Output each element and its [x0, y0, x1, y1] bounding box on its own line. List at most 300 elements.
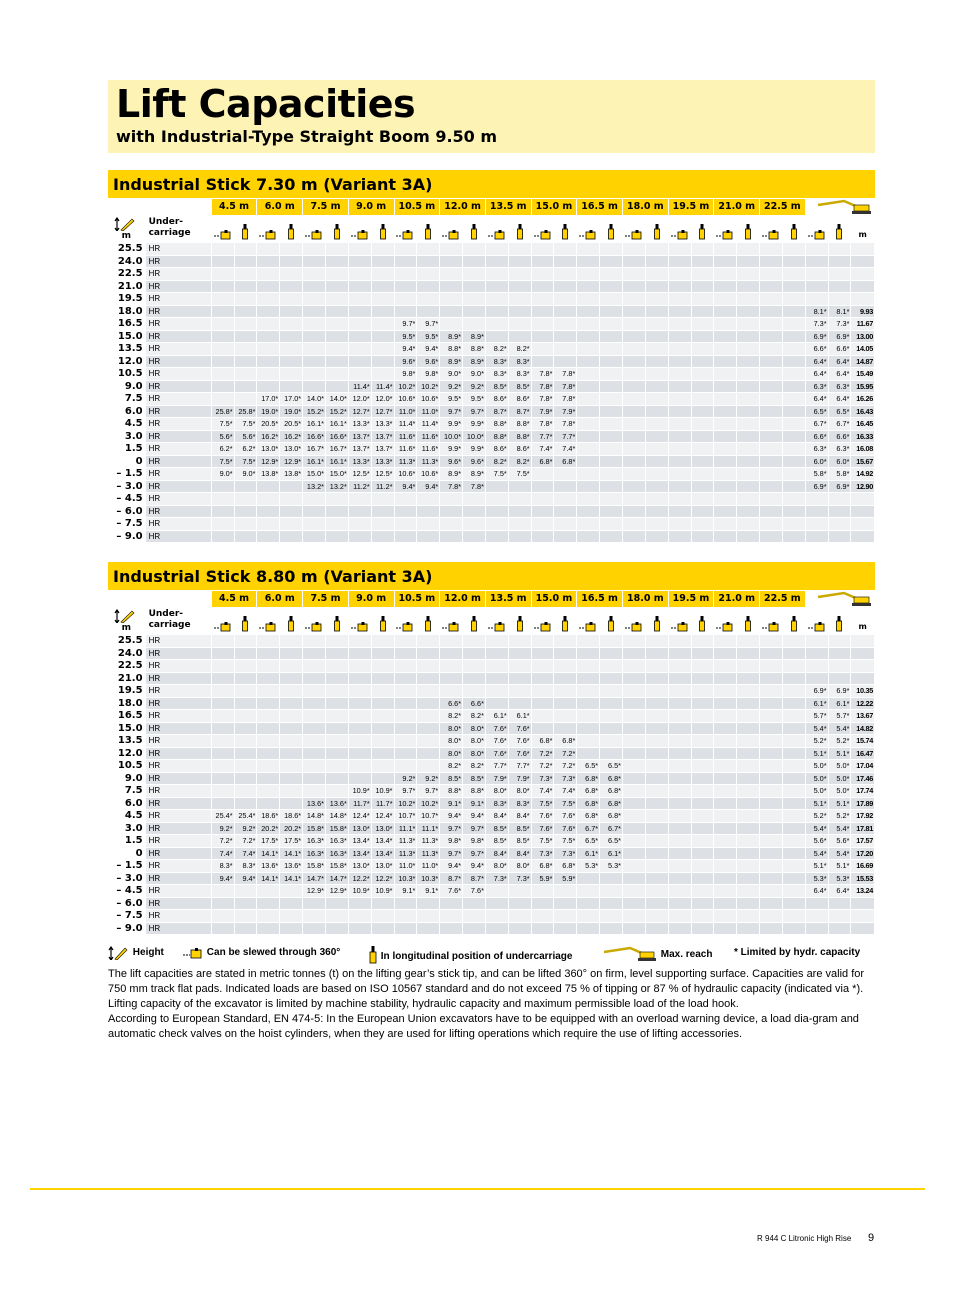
capacity-cell: 8.3* [485, 368, 508, 381]
capacity-cell: 10.0* [463, 430, 486, 443]
capacity-cell: 7.5* [234, 418, 257, 431]
capacity-cell [737, 735, 760, 748]
capacity-cell: 11.0* [394, 860, 417, 873]
capacity-cell: 8.3* [234, 860, 257, 873]
capacity-cell [211, 243, 234, 256]
height-value: 6.0 [108, 797, 145, 810]
longitudinal-icon-cell [280, 608, 303, 635]
capacity-cell [805, 660, 828, 673]
capacity-cell [691, 343, 714, 356]
slew-icon-cell [760, 608, 783, 635]
capacity-cell [211, 393, 234, 406]
capacity-cell: 5.0* [828, 772, 851, 785]
reach-value: 17.57 [851, 835, 875, 848]
capacity-cell: 9.4* [440, 810, 463, 823]
capacity-cell [257, 697, 280, 710]
capacity-cell [554, 468, 577, 481]
capacity-cell: 15.8* [325, 860, 348, 873]
capacity-cell [257, 355, 280, 368]
capacity-cell: 8.2* [508, 343, 531, 356]
capacity-cell [577, 380, 600, 393]
capacity-cell: 13.4* [371, 835, 394, 848]
capacity-cell: 11.0* [417, 405, 440, 418]
capacity-cell [760, 772, 783, 785]
capacity-cell [280, 760, 303, 773]
capacity-cell [691, 305, 714, 318]
capacity-cell [463, 672, 486, 685]
reach-value [851, 647, 875, 660]
legend-limited: * Limited by hydr. capacity [734, 947, 861, 958]
capacity-cell [622, 910, 645, 923]
capacity-cell: 6.7* [577, 822, 600, 835]
undercarriage-value: HR [145, 735, 211, 748]
capacity-cell [508, 493, 531, 506]
height-value: 12.0 [108, 747, 145, 760]
capacity-cell [463, 518, 486, 531]
capacity-cell [417, 530, 440, 543]
capacity-cell [508, 255, 531, 268]
capacity-cell [622, 430, 645, 443]
capacity-cell [485, 672, 508, 685]
table-row [108, 393, 875, 406]
capacity-cell [211, 305, 234, 318]
capacity-cell [211, 897, 234, 910]
table-row [108, 530, 875, 543]
capacity-cell: 6.8* [531, 455, 554, 468]
capacity-cell [691, 468, 714, 481]
reach-value: 16.33 [851, 430, 875, 443]
table-row [108, 418, 875, 431]
capacity-cell [577, 393, 600, 406]
capacity-cell [668, 493, 691, 506]
capacity-cell [668, 897, 691, 910]
capacity-cell [737, 847, 760, 860]
capacity-cell [600, 530, 623, 543]
capacity-cell [714, 243, 737, 256]
height-value: – 9.0 [108, 922, 145, 935]
capacity-cell [234, 518, 257, 531]
capacity-cell [531, 647, 554, 660]
table-row [108, 735, 875, 748]
capacity-cell [668, 847, 691, 860]
header-blank [108, 199, 211, 216]
capacity-cell: 7.3* [554, 772, 577, 785]
section-title-stick-730: Industrial Stick 7.30 m (Variant 3A) [108, 170, 875, 198]
capacity-cell [645, 455, 668, 468]
capacity-cell [691, 722, 714, 735]
capacity-cell [211, 660, 234, 673]
capacity-cell [805, 268, 828, 281]
capacity-cell [394, 493, 417, 506]
capacity-cell [782, 647, 805, 660]
capacity-cell [828, 518, 851, 531]
capacity-cell [348, 722, 371, 735]
capacity-cell: 9.2* [463, 380, 486, 393]
capacity-cell [371, 710, 394, 723]
capacity-cell [691, 735, 714, 748]
capacity-cell [577, 635, 600, 648]
capacity-cell [303, 672, 326, 685]
capacity-cell [234, 760, 257, 773]
capacity-cell [508, 635, 531, 648]
capacity-cell [371, 672, 394, 685]
capacity-cell: 18.6* [257, 810, 280, 823]
capacity-cell [234, 735, 257, 748]
capacity-cell: 7.5* [485, 468, 508, 481]
capacity-cell [782, 860, 805, 873]
capacity-cell [760, 518, 783, 531]
capacity-cell [303, 747, 326, 760]
capacity-cell: 8.5* [485, 835, 508, 848]
capacity-cell: 6.6* [805, 430, 828, 443]
capacity-cell [577, 897, 600, 910]
height-value: 1.5 [108, 443, 145, 456]
capacity-cell [600, 897, 623, 910]
slew-icon-cell [668, 608, 691, 635]
capacity-cell [668, 785, 691, 798]
undercarriage-value: HR [145, 860, 211, 873]
capacity-cell [463, 922, 486, 935]
capacity-cell [760, 747, 783, 760]
capacity-cell: 13.0* [348, 860, 371, 873]
height-value: 3.0 [108, 822, 145, 835]
capacity-cell [417, 243, 440, 256]
capacity-cell [760, 785, 783, 798]
capacity-cell: 5.8* [805, 468, 828, 481]
radius-header: 12.0 m [440, 199, 486, 216]
capacity-cell [691, 910, 714, 923]
capacity-cell [303, 760, 326, 773]
longitudinal-icon-cell [371, 216, 394, 243]
capacity-cell [417, 505, 440, 518]
reach-value: 17.04 [851, 760, 875, 773]
capacity-cell [714, 280, 737, 293]
capacity-cell [485, 243, 508, 256]
capacity-cell [782, 660, 805, 673]
capacity-cell: 11.7* [371, 797, 394, 810]
capacity-cell [211, 722, 234, 735]
capacity-cell: 9.7* [463, 405, 486, 418]
capacity-cell [257, 380, 280, 393]
capacity-cell: 9.1* [417, 885, 440, 898]
capacity-cell [714, 910, 737, 923]
capacity-cell [737, 710, 760, 723]
reach-value [851, 660, 875, 673]
header-blank [108, 591, 211, 608]
capacity-cell [782, 735, 805, 748]
capacity-cell [668, 380, 691, 393]
capacity-cell [737, 885, 760, 898]
capacity-cell [691, 822, 714, 835]
capacity-cell: 13.6* [280, 860, 303, 873]
capacity-cell: 8.2* [463, 760, 486, 773]
capacity-cell [782, 380, 805, 393]
capacity-cell [463, 685, 486, 698]
capacity-cell: 6.8* [600, 785, 623, 798]
capacity-cell: 5.1* [805, 860, 828, 873]
capacity-cell [417, 735, 440, 748]
capacity-cell [737, 468, 760, 481]
capacity-cell [394, 293, 417, 306]
capacity-cell: 9.6* [394, 355, 417, 368]
capacity-cell: 7.6* [508, 747, 531, 760]
capacity-cell [508, 480, 531, 493]
undercarriage-value: HR [145, 530, 211, 543]
capacity-cell [257, 635, 280, 648]
capacity-cell: 16.2* [257, 430, 280, 443]
capacity-cell: 11.0* [394, 405, 417, 418]
height-value: 12.0 [108, 355, 145, 368]
capacity-cell: 11.2* [348, 480, 371, 493]
capacity-cell [325, 280, 348, 293]
slew-360-icon [533, 622, 553, 632]
capacity-cell [622, 480, 645, 493]
capacity-cell: 11.4* [417, 418, 440, 431]
capacity-cell: 7.5* [554, 835, 577, 848]
capacity-cell [303, 772, 326, 785]
capacity-cell [280, 647, 303, 660]
capacity-cell: 7.4* [554, 785, 577, 798]
capacity-cell [645, 910, 668, 923]
capacity-cell [645, 505, 668, 518]
capacity-cell [668, 455, 691, 468]
capacity-cell: 8.2* [485, 455, 508, 468]
capacity-cell: 9.7* [440, 822, 463, 835]
undercarriage-value: HR [145, 885, 211, 898]
capacity-cell [577, 735, 600, 748]
capacity-cell: 11.1* [394, 822, 417, 835]
capacity-cell [531, 518, 554, 531]
capacity-cell [691, 760, 714, 773]
capacity-cell [577, 747, 600, 760]
radius-header: 10.5 m [394, 591, 440, 608]
capacity-cell: 13.3* [371, 455, 394, 468]
capacity-cell: 9.4* [211, 872, 234, 885]
capacity-cell: 7.3* [531, 847, 554, 860]
capacity-cell [280, 735, 303, 748]
slew-360-icon [624, 622, 644, 632]
capacity-cell [782, 697, 805, 710]
capacity-cell [325, 735, 348, 748]
radius-header: 21.0 m [714, 591, 760, 608]
capacity-cell: 15.0* [325, 468, 348, 481]
capacity-cell [622, 647, 645, 660]
capacity-cell [531, 255, 554, 268]
undercarriage-value: HR [145, 697, 211, 710]
capacity-cell: 12.7* [348, 405, 371, 418]
capacity-cell [645, 847, 668, 860]
capacity-cell [622, 835, 645, 848]
capacity-cell [668, 405, 691, 418]
reach-value [851, 505, 875, 518]
capacity-cell [485, 293, 508, 306]
capacity-cell: 5.1* [805, 797, 828, 810]
capacity-cell [714, 660, 737, 673]
longitudinal-icon-cell [463, 216, 486, 243]
capacity-cell: 9.9* [440, 443, 463, 456]
capacity-cell [257, 710, 280, 723]
capacity-cell: 13.6* [257, 860, 280, 873]
capacity-cell: 5.3* [828, 872, 851, 885]
capacity-cell [508, 243, 531, 256]
capacity-cell [417, 760, 440, 773]
capacity-cell: 6.4* [805, 393, 828, 406]
table-row [108, 785, 875, 798]
capacity-cell [303, 647, 326, 660]
capacity-cell [737, 305, 760, 318]
capacity-cell: 12.9* [257, 455, 280, 468]
capacity-cell [782, 685, 805, 698]
capacity-cell [622, 885, 645, 898]
capacity-cell: 5.4* [805, 822, 828, 835]
capacity-cell [622, 660, 645, 673]
capacity-cell [622, 405, 645, 418]
slew-icon-cell [485, 608, 508, 635]
capacity-cell [760, 380, 783, 393]
longitudinal-icon [241, 224, 249, 240]
capacity-cell [714, 722, 737, 735]
capacity-cell: 6.9* [805, 685, 828, 698]
reach-value: 14.82 [851, 722, 875, 735]
capacity-cell [737, 872, 760, 885]
capacity-cell [303, 897, 326, 910]
capacity-cell [348, 318, 371, 331]
capacity-cell [622, 518, 645, 531]
capacity-cell [828, 243, 851, 256]
capacity-cell [371, 343, 394, 356]
capacity-cell: 20.5* [257, 418, 280, 431]
capacity-cell [760, 255, 783, 268]
capacity-cell: 6.5* [805, 405, 828, 418]
capacity-cell [531, 318, 554, 331]
capacity-cell: 7.8* [531, 418, 554, 431]
capacity-cell [371, 305, 394, 318]
capacity-cell [303, 293, 326, 306]
capacity-cell: 9.5* [440, 393, 463, 406]
capacity-cell [760, 810, 783, 823]
capacity-cell [600, 910, 623, 923]
capacity-cell [714, 455, 737, 468]
capacity-cell [782, 443, 805, 456]
capacity-cell [622, 785, 645, 798]
capacity-cell [371, 293, 394, 306]
table-row [108, 468, 875, 481]
capacity-cell [325, 660, 348, 673]
capacity-cell [394, 685, 417, 698]
capacity-cell [440, 922, 463, 935]
capacity-cell [668, 280, 691, 293]
capacity-cell [622, 722, 645, 735]
capacity-cell [782, 810, 805, 823]
capacity-cell [211, 480, 234, 493]
capacity-cell [760, 710, 783, 723]
capacity-cell: 11.7* [348, 797, 371, 810]
capacity-cell [394, 518, 417, 531]
capacity-cell [622, 922, 645, 935]
capacity-cell: 13.3* [371, 418, 394, 431]
capacity-cell [577, 922, 600, 935]
reach-value [851, 530, 875, 543]
reach-unit: m [851, 608, 875, 635]
capacity-cell [303, 493, 326, 506]
capacity-cell: 7.7* [508, 760, 531, 773]
capacity-cell: 10.7* [417, 810, 440, 823]
capacity-cell [622, 530, 645, 543]
capacity-cell [325, 493, 348, 506]
capacity-cell: 8.2* [508, 455, 531, 468]
capacity-cell [463, 305, 486, 318]
capacity-cell: 9.9* [463, 418, 486, 431]
capacity-cell [691, 518, 714, 531]
capacity-cell: 8.7* [508, 405, 531, 418]
reach-value: 15.53 [851, 872, 875, 885]
capacity-cell [348, 647, 371, 660]
capacity-cell [463, 635, 486, 648]
capacity-cell [645, 405, 668, 418]
capacity-cell [325, 685, 348, 698]
capacity-cell [211, 885, 234, 898]
capacity-cell: 14.8* [325, 810, 348, 823]
capacity-cell: 8.4* [508, 847, 531, 860]
capacity-cell [714, 293, 737, 306]
capacity-cell: 9.2* [211, 822, 234, 835]
capacity-cell: 13.6* [303, 797, 326, 810]
reach-value [851, 922, 875, 935]
capacity-cell [760, 480, 783, 493]
capacity-cell: 5.2* [828, 735, 851, 748]
capacity-cell: 10.7* [394, 810, 417, 823]
capacity-cell [325, 380, 348, 393]
capacity-cell [394, 672, 417, 685]
capacity-cell [325, 268, 348, 281]
capacity-cell [303, 922, 326, 935]
capacity-cell [760, 455, 783, 468]
capacity-cell [348, 343, 371, 356]
capacity-cell [760, 897, 783, 910]
capacity-cell [554, 710, 577, 723]
capacity-cell [691, 672, 714, 685]
capacity-cell [234, 243, 257, 256]
capacity-cell [714, 672, 737, 685]
height-icon [108, 946, 130, 960]
capacity-cell [600, 493, 623, 506]
footer-product: R 944 C Litronic High Rise [757, 1234, 852, 1243]
capacity-cell [554, 355, 577, 368]
capacity-cell: 13.0* [371, 822, 394, 835]
capacity-cell [257, 293, 280, 306]
reach-value [851, 255, 875, 268]
capacity-cell: 19.0* [257, 405, 280, 418]
undercarriage-value: HR [145, 480, 211, 493]
capacity-cell [691, 293, 714, 306]
capacity-cell: 6.0* [805, 455, 828, 468]
capacity-cell [463, 505, 486, 518]
capacity-cell: 6.4* [828, 355, 851, 368]
capacity-cell [805, 505, 828, 518]
capacity-cell [371, 722, 394, 735]
height-value: 7.5 [108, 785, 145, 798]
capacity-cell [760, 860, 783, 873]
capacity-cell [691, 455, 714, 468]
capacity-cell: 7.9* [554, 405, 577, 418]
undercarriage-value: HR [145, 355, 211, 368]
capacity-cell [325, 785, 348, 798]
legend [108, 944, 875, 962]
capacity-cell: 8.0* [440, 735, 463, 748]
capacity-cell [211, 910, 234, 923]
height-value: 15.0 [108, 330, 145, 343]
capacity-cell: 7.4* [211, 847, 234, 860]
